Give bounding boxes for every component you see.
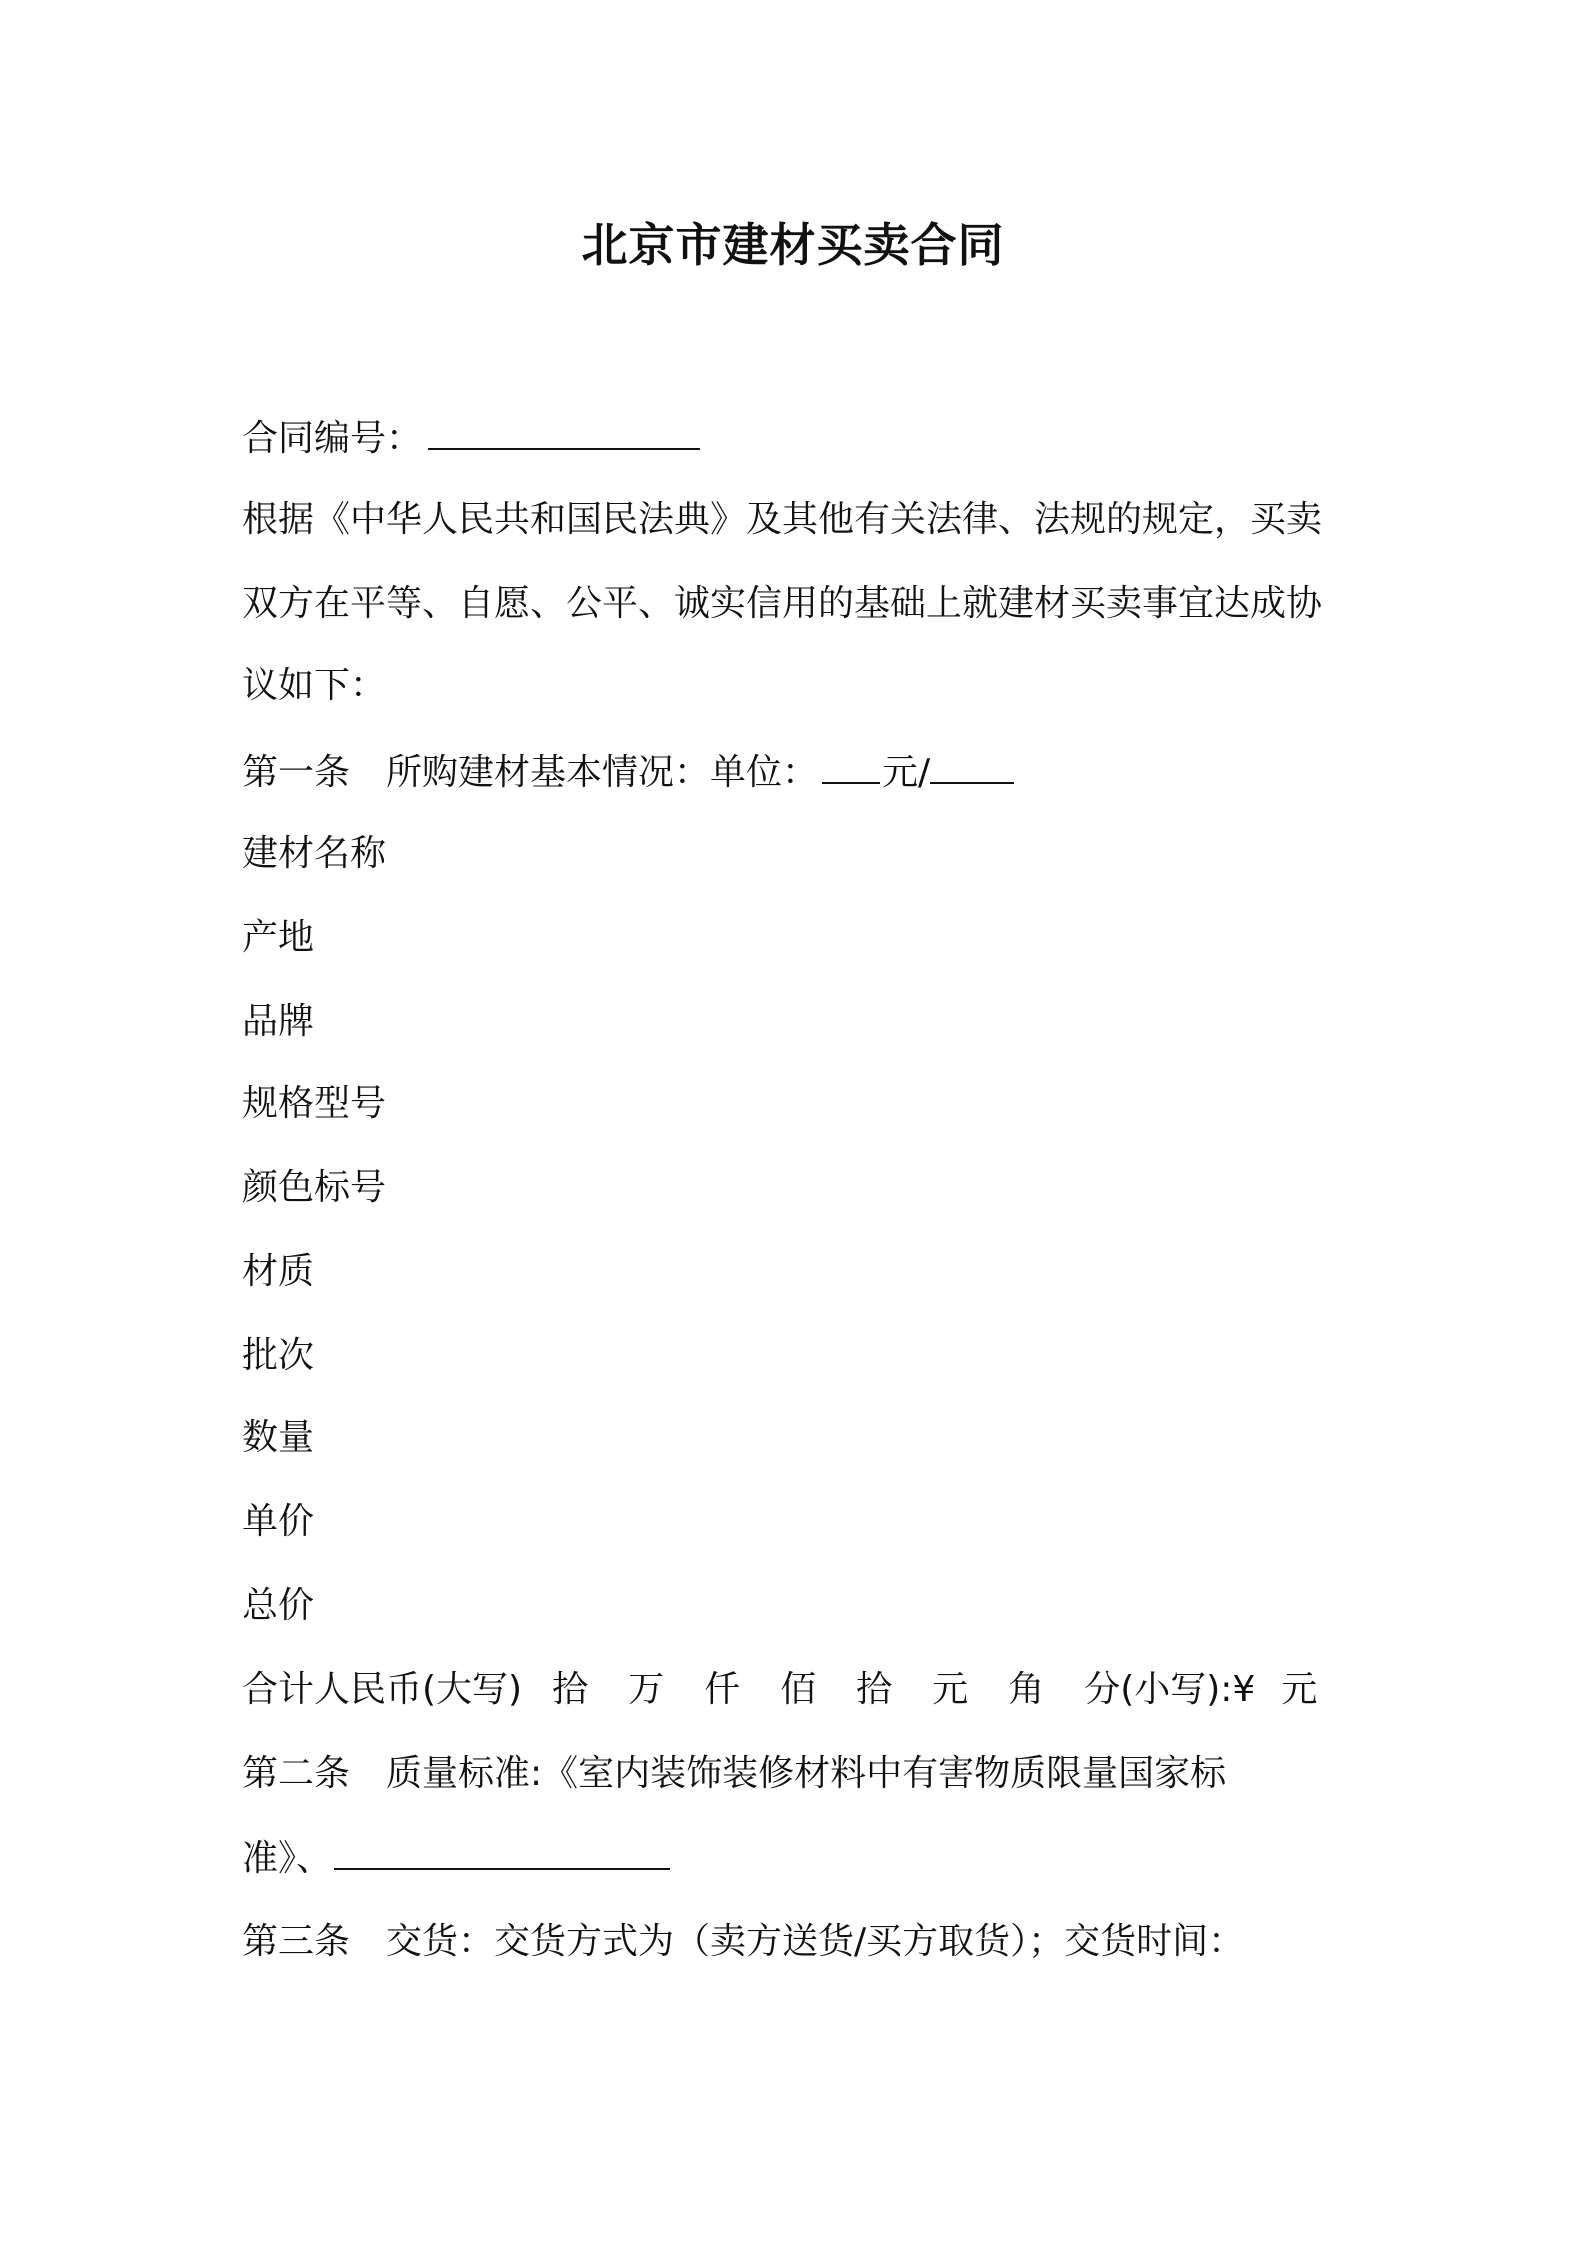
article-1-heading: 第一条 bbox=[242, 752, 351, 793]
total-amount-label: 合计人民币(大写) bbox=[242, 1669, 523, 1710]
contract-number-blank[interactable] bbox=[428, 414, 700, 450]
unit-yuan-lowercase: 元 bbox=[1281, 1669, 1318, 1710]
intro-line-2: 双方在平等、自愿、公平、诚实信用的基础上就建材买卖事宜达成协 bbox=[242, 583, 1323, 624]
contract-number-label: 合同编号： bbox=[242, 418, 423, 459]
unit-wan: 万 bbox=[628, 1669, 665, 1710]
item-spec-model: 规格型号 bbox=[242, 1083, 387, 1124]
unit-shi: 拾 bbox=[552, 1669, 589, 1710]
item-quantity: 数量 bbox=[242, 1417, 315, 1458]
item-brand: 品牌 bbox=[242, 1001, 315, 1042]
total-amount-line bbox=[242, 1666, 1317, 1714]
item-total-price: 总价 bbox=[242, 1585, 315, 1626]
item-origin: 产地 bbox=[242, 917, 315, 958]
article-1-text: 所购建材基本情况：单位： bbox=[386, 752, 819, 793]
article-2-heading: 第二条 bbox=[242, 1753, 351, 1794]
article-1-line bbox=[242, 748, 1020, 797]
unit-qian: 仟 bbox=[704, 1669, 741, 1710]
article-2-continuation: 准》、 bbox=[242, 1838, 333, 1879]
unit-bai: 佰 bbox=[780, 1669, 817, 1710]
item-color-code: 颜色标号 bbox=[242, 1167, 387, 1208]
article-2-line-2 bbox=[242, 1834, 676, 1883]
item-batch: 批次 bbox=[242, 1335, 315, 1376]
item-unit-price: 单价 bbox=[242, 1501, 315, 1542]
unit-yuan: 元 bbox=[932, 1669, 969, 1710]
unit-separator: 元/ bbox=[882, 752, 931, 793]
contract-number-line bbox=[242, 414, 706, 463]
article-3-heading: 第三条 bbox=[242, 1921, 351, 1962]
unit-price-blank[interactable] bbox=[822, 748, 880, 784]
intro-line-1: 根据《中华人民共和国民法典》及其他有关法律、法规的规定，买卖 bbox=[242, 499, 1323, 540]
unit-shi-2: 拾 bbox=[856, 1669, 893, 1710]
unit-fen-lowercase: 分(小写):¥ bbox=[1084, 1669, 1256, 1710]
article-2-text: 质量标准:《室内装饰装修材料中有害物质限量国家标 bbox=[386, 1753, 1227, 1794]
article-3-text: 交货：交货方式为（卖方送货/买方取货）；交货时间： bbox=[386, 1921, 1245, 1962]
unit-jiao: 角 bbox=[1008, 1669, 1045, 1710]
article-3-line bbox=[242, 1918, 1244, 1966]
item-material-name: 建材名称 bbox=[242, 833, 387, 874]
document-title: 北京市建材买卖合同 bbox=[581, 218, 1005, 272]
intro-line-3: 议如下： bbox=[242, 665, 387, 706]
article-2-line-1 bbox=[242, 1750, 1226, 1798]
unit-blank[interactable] bbox=[930, 748, 1014, 784]
quality-standard-blank[interactable] bbox=[334, 1834, 670, 1870]
item-material: 材质 bbox=[242, 1251, 315, 1292]
